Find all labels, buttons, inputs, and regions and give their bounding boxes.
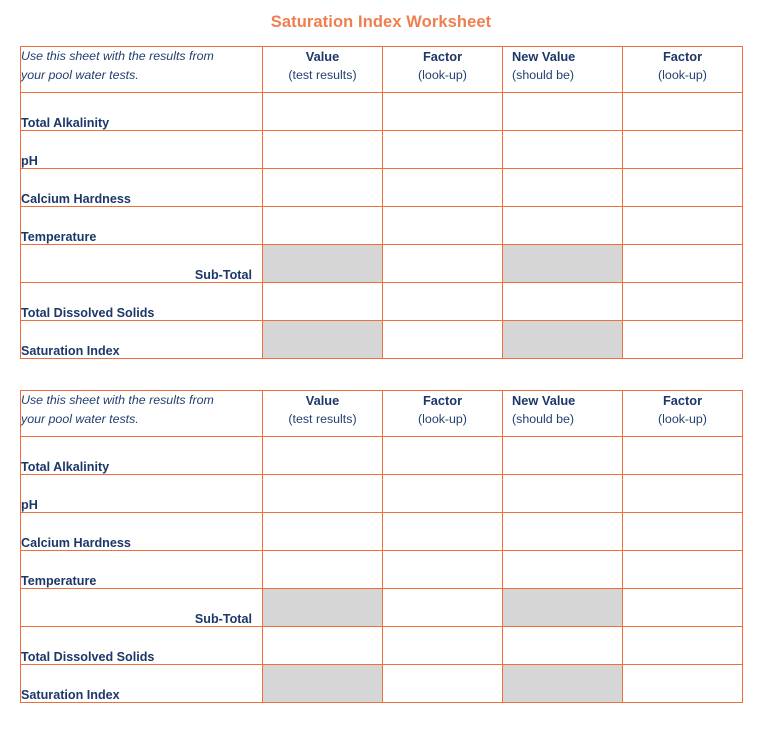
input-cell-value-ph[interactable] — [263, 475, 383, 513]
column-header-value — [263, 47, 383, 93]
table-row — [21, 665, 743, 703]
shaded-cell-value-saturation-index — [263, 321, 383, 359]
input-cell-newvalue-ph[interactable] — [503, 131, 623, 169]
input-cell-factor1-saturation-index[interactable] — [383, 665, 503, 703]
column-header-factor-2-subtitle: (look-up) — [658, 412, 707, 426]
table-row — [21, 589, 743, 627]
saturation-index-table-2 — [20, 390, 743, 703]
column-header-new-value-subtitle: (should be) — [512, 412, 574, 426]
input-cell-factor1-total-dissolved-solids[interactable] — [383, 283, 503, 321]
table-row — [21, 283, 743, 321]
column-header-value-subtitle: (test results) — [288, 412, 357, 426]
column-header-factor-1-title: Factor — [422, 49, 463, 64]
input-cell-factor2-total-dissolved-solids[interactable] — [623, 283, 743, 321]
instructions-cell — [21, 47, 263, 93]
worksheet-container — [20, 46, 742, 703]
column-header-factor-2-subtitle: (look-up) — [658, 68, 707, 82]
row-label-total-dissolved-solids: Total Dissolved Solids — [21, 283, 263, 321]
page-title: Saturation Index Worksheet — [270, 13, 492, 31]
column-header-new-value-subtitle: (should be) — [512, 68, 574, 82]
column-header-new-value-title: New Value — [512, 393, 576, 408]
input-cell-factor1-calcium-hardness[interactable] — [383, 169, 503, 207]
row-label-temperature: Temperature — [21, 551, 263, 589]
column-header-factor-2-title: Factor — [662, 393, 703, 408]
table-header-row — [21, 47, 743, 93]
row-label-saturation-index: Saturation Index — [21, 321, 263, 359]
input-cell-factor1-sub-total[interactable] — [383, 245, 503, 283]
input-cell-factor1-total-dissolved-solids[interactable] — [383, 627, 503, 665]
input-cell-value-total-dissolved-solids[interactable] — [263, 627, 383, 665]
input-cell-value-temperature[interactable] — [263, 207, 383, 245]
input-cell-newvalue-total-alkalinity[interactable] — [503, 437, 623, 475]
input-cell-value-total-dissolved-solids[interactable] — [263, 283, 383, 321]
input-cell-newvalue-calcium-hardness[interactable] — [503, 169, 623, 207]
input-cell-factor2-total-alkalinity[interactable] — [623, 437, 743, 475]
input-cell-factor1-total-alkalinity[interactable] — [383, 437, 503, 475]
input-cell-newvalue-temperature[interactable] — [503, 551, 623, 589]
input-cell-factor1-ph[interactable] — [383, 475, 503, 513]
row-label-total-alkalinity: Total Alkalinity — [21, 93, 263, 131]
column-header-factor-1-title: Factor — [422, 393, 463, 408]
input-cell-factor2-ph[interactable] — [623, 131, 743, 169]
input-cell-factor2-temperature[interactable] — [623, 207, 743, 245]
input-cell-newvalue-calcium-hardness[interactable] — [503, 513, 623, 551]
input-cell-factor1-temperature[interactable] — [383, 551, 503, 589]
title-spacer — [0, 32, 762, 46]
input-cell-factor1-total-alkalinity[interactable] — [383, 93, 503, 131]
input-cell-factor2-ph[interactable] — [623, 475, 743, 513]
input-cell-factor1-calcium-hardness[interactable] — [383, 513, 503, 551]
table-row — [21, 131, 743, 169]
input-cell-factor2-total-alkalinity[interactable] — [623, 93, 743, 131]
instructions-line-1: Use this sheet with the results from — [21, 49, 214, 63]
input-cell-factor2-sub-total[interactable] — [623, 589, 743, 627]
row-label-total-dissolved-solids: Total Dissolved Solids — [21, 627, 263, 665]
column-header-new-value-title: New Value — [512, 49, 576, 64]
input-cell-value-total-alkalinity[interactable] — [263, 93, 383, 131]
instructions-cell — [21, 391, 263, 437]
instructions-line-1: Use this sheet with the results from — [21, 393, 214, 407]
column-header-value-subtitle: (test results) — [288, 68, 357, 82]
input-cell-factor2-calcium-hardness[interactable] — [623, 513, 743, 551]
input-cell-value-total-alkalinity[interactable] — [263, 437, 383, 475]
input-cell-newvalue-total-dissolved-solids[interactable] — [503, 627, 623, 665]
column-header-value-title: Value — [305, 49, 340, 64]
input-cell-factor2-saturation-index[interactable] — [623, 665, 743, 703]
input-cell-factor1-sub-total[interactable] — [383, 589, 503, 627]
column-header-value — [263, 391, 383, 437]
table-row — [21, 207, 743, 245]
input-cell-factor2-calcium-hardness[interactable] — [623, 169, 743, 207]
row-label-sub-total: Sub-Total — [21, 589, 263, 627]
shaded-cell-value-saturation-index — [263, 665, 383, 703]
input-cell-newvalue-temperature[interactable] — [503, 207, 623, 245]
table-row — [21, 551, 743, 589]
row-label-calcium-hardness: Calcium Hardness — [21, 169, 263, 207]
input-cell-factor2-total-dissolved-solids[interactable] — [623, 627, 743, 665]
row-label-temperature: Temperature — [21, 207, 263, 245]
column-header-value-title: Value — [305, 393, 340, 408]
shaded-cell-newvalue-sub-total — [503, 589, 623, 627]
instructions-line-2: your pool water tests. — [21, 412, 139, 426]
column-header-factor-2 — [623, 47, 743, 93]
row-label-calcium-hardness: Calcium Hardness — [21, 513, 263, 551]
shaded-cell-newvalue-saturation-index — [503, 321, 623, 359]
shaded-cell-value-sub-total — [263, 589, 383, 627]
table-row — [21, 627, 743, 665]
table-header-row — [21, 391, 743, 437]
input-cell-factor2-temperature[interactable] — [623, 551, 743, 589]
column-header-factor-1 — [383, 391, 503, 437]
row-label-sub-total: Sub-Total — [21, 245, 263, 283]
shaded-cell-newvalue-sub-total — [503, 245, 623, 283]
input-cell-factor2-sub-total[interactable] — [623, 245, 743, 283]
input-cell-newvalue-total-alkalinity[interactable] — [503, 93, 623, 131]
table-row — [21, 245, 743, 283]
input-cell-newvalue-ph[interactable] — [503, 475, 623, 513]
input-cell-factor2-saturation-index[interactable] — [623, 321, 743, 359]
shaded-cell-newvalue-saturation-index — [503, 665, 623, 703]
input-cell-factor1-saturation-index[interactable] — [383, 321, 503, 359]
input-cell-newvalue-total-dissolved-solids[interactable] — [503, 283, 623, 321]
table-row — [21, 169, 743, 207]
table-row — [21, 437, 743, 475]
table-separator — [20, 359, 742, 390]
row-label-ph: pH — [21, 131, 263, 169]
column-header-factor-1 — [383, 47, 503, 93]
input-cell-value-calcium-hardness[interactable] — [263, 513, 383, 551]
input-cell-value-temperature[interactable] — [263, 551, 383, 589]
column-header-new-value — [503, 47, 623, 93]
column-header-factor-1-subtitle: (look-up) — [418, 68, 467, 82]
input-cell-value-calcium-hardness[interactable] — [263, 169, 383, 207]
table-row — [21, 475, 743, 513]
column-header-factor-2-title: Factor — [662, 49, 703, 64]
column-header-factor-2 — [623, 391, 743, 437]
input-cell-value-ph[interactable] — [263, 131, 383, 169]
saturation-index-table-1 — [20, 46, 743, 359]
column-header-factor-1-subtitle: (look-up) — [418, 412, 467, 426]
table-row — [21, 513, 743, 551]
row-label-ph: pH — [21, 475, 263, 513]
row-label-total-alkalinity: Total Alkalinity — [21, 437, 263, 475]
input-cell-factor1-ph[interactable] — [383, 131, 503, 169]
column-header-new-value — [503, 391, 623, 437]
instructions-line-2: your pool water tests. — [21, 68, 139, 82]
table-row — [21, 93, 743, 131]
row-label-saturation-index: Saturation Index — [21, 665, 263, 703]
table-row — [21, 321, 743, 359]
shaded-cell-value-sub-total — [263, 245, 383, 283]
input-cell-factor1-temperature[interactable] — [383, 207, 503, 245]
